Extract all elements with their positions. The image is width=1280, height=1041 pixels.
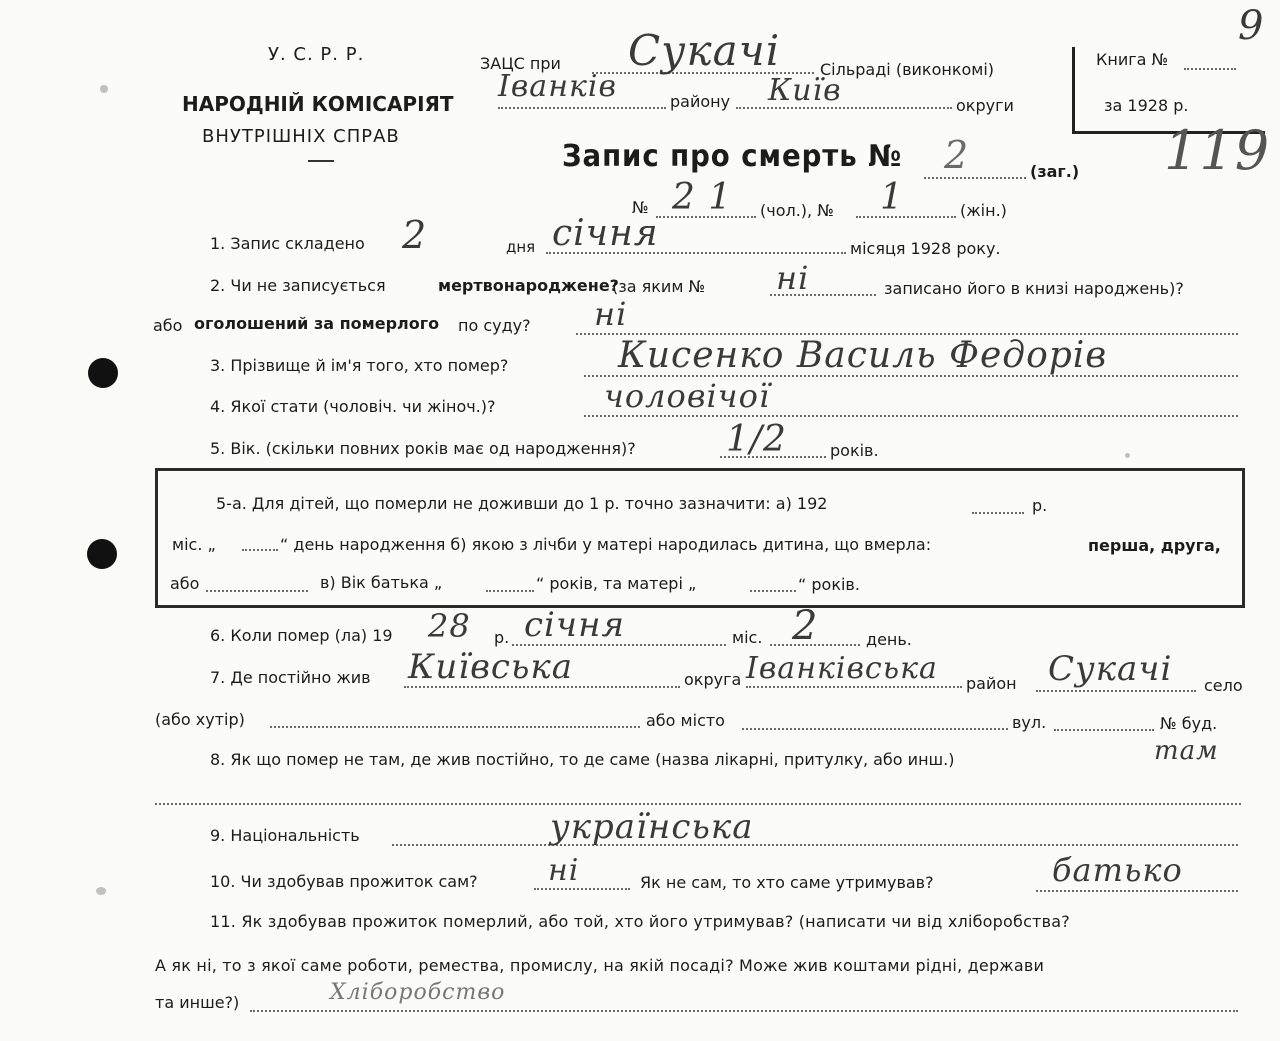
item4-dots xyxy=(584,415,1238,417)
item9-label: 9. Національність xyxy=(210,826,360,845)
item2x-or-label: або xyxy=(153,316,183,335)
item5a-mother-dots xyxy=(750,590,796,592)
occupation-handwritten: Хліборобство xyxy=(330,980,506,1005)
item5a-r-label: р. xyxy=(1032,496,1048,515)
item10-label: 10. Чи здобував прожиток сам? xyxy=(210,872,478,891)
punch-hole xyxy=(88,358,118,388)
item7x-building-label: № буд. xyxy=(1160,714,1218,733)
item5a-mother-label: “ років, та матері „ xyxy=(536,574,697,593)
died-where-handwritten: там xyxy=(1154,736,1219,766)
chol-number-handwritten: 2 1 xyxy=(672,177,733,218)
record-number-handwritten: 2 xyxy=(944,133,970,177)
record-number-dots xyxy=(924,177,1026,179)
record-day-handwritten: 2 xyxy=(402,213,428,257)
lived-raion-handwritten: Сукачі xyxy=(1048,649,1173,689)
raion-handwritten: Іванків xyxy=(498,69,617,104)
item5-years-label: років. xyxy=(830,441,879,460)
item5a-father-label: в) Вік батька „ xyxy=(320,573,443,592)
item7-label: 7. Де постійно жив xyxy=(210,668,371,687)
nationality-handwritten: українська xyxy=(550,807,754,847)
item9-dots xyxy=(392,844,1238,846)
item5a-or-dots xyxy=(206,590,308,592)
item10-self-dots xyxy=(534,888,630,890)
item6-label: 6. Коли помер (ла) 19 xyxy=(210,626,393,645)
lived-okrug-handwritten: Іванківська xyxy=(746,651,938,686)
item5-label: 5. Вік. (скільки повних років має од народження)? xyxy=(210,439,636,458)
item7x-farm-label: (або хутір) xyxy=(155,710,245,729)
item8-line-dots xyxy=(155,803,1241,805)
okrug-label: округи xyxy=(956,96,1014,115)
book-year: за 1928 р. xyxy=(1104,96,1189,115)
declared-handwritten: ні xyxy=(594,295,628,333)
item7x-city-dots xyxy=(742,728,1008,730)
death-year-handwritten: 28 xyxy=(428,607,471,645)
item5a-or-label: або xyxy=(170,574,200,593)
supporter-handwritten: батько xyxy=(1052,851,1183,889)
item8-label: 8. Як що помер не там, де жив постійно, то де саме (назва лікарні, притулку, або инш.) xyxy=(210,750,955,769)
item7-village-label: село xyxy=(1204,676,1243,695)
record-title: Запис про смерть № xyxy=(562,139,903,174)
item11-line3: та инше?) xyxy=(155,993,240,1012)
item2-book-label: записано його в книзі народжень)? xyxy=(884,279,1184,298)
punch-hole xyxy=(87,539,117,569)
book-number-handwritten: 9 xyxy=(1238,3,1265,49)
item11-dots xyxy=(250,1010,1238,1012)
item6-year-label: р. xyxy=(494,628,510,647)
item7-okrug-dots xyxy=(746,686,962,688)
item2-number-label: (за яким № xyxy=(612,277,706,296)
item11-line2: А як ні, то з якої саме роботи, ремества, промислу, на якій посаді? Може жив коштами рідні, держави xyxy=(155,956,1045,975)
item2-label: 2. Чи не записується xyxy=(210,276,386,295)
raion-label: району xyxy=(670,92,731,111)
no-label: № xyxy=(632,198,649,217)
record-month-handwritten: січня xyxy=(552,213,659,254)
department-label: ВНУТРІШНІХ СПРАВ xyxy=(202,126,400,147)
item5a-first-second: перша, друга, xyxy=(1088,536,1221,555)
item10-supporter-label: Як не сам, то хто саме утримував? xyxy=(640,873,934,892)
paper-speck xyxy=(96,887,106,895)
zhin-number-dots xyxy=(856,216,956,218)
item5a-line2: “ день народження б) якою з лічби у матері народилась дитина, що вмерла: xyxy=(280,535,932,554)
item5a-father-dots xyxy=(486,590,534,592)
item11-line1: 11. Як здобував прожиток померлий, або той, хто його утримував? (написати чи від хліборобства? xyxy=(210,912,1070,931)
selrada-label: Сільраді (виконкомі) xyxy=(820,60,995,79)
age-handwritten: 1/2 xyxy=(726,419,787,460)
zhin-number-handwritten: 1 xyxy=(880,177,904,218)
zhin-label: (жін.) xyxy=(960,201,1007,220)
item2x-declared-label: оголошений за померлого xyxy=(194,314,440,333)
item1-label: 1. Запис складено xyxy=(210,234,365,253)
item10-supporter-dots xyxy=(1036,890,1238,892)
selrada-handwritten: Сукачі xyxy=(628,26,781,75)
deceased-name-handwritten: Кисенко Василь Федорів xyxy=(618,335,1108,376)
item7-okrug-label: округа xyxy=(684,670,742,689)
item5a-month-label: міс. „ xyxy=(172,535,216,554)
item7x-farm-dots xyxy=(270,726,640,728)
paper-speck xyxy=(1125,453,1130,458)
ussr-label: У. С. Р. Р. xyxy=(268,44,365,65)
item7x-street-dots xyxy=(1054,729,1154,731)
sex-handwritten: чоловічої xyxy=(604,377,771,415)
zags-label: ЗАЦС при xyxy=(480,54,561,73)
item6-day-label: день. xyxy=(866,630,912,649)
item1-day-label: дня xyxy=(506,238,536,256)
commissariat-label: НАРОДНІЙ КОМІСАРІЯТ xyxy=(182,92,454,116)
item3-label: 3. Прізвище й ім'я того, хто помер? xyxy=(210,356,509,375)
item4-label: 4. Якої стати (чоловіч. чи жіноч.)? xyxy=(210,397,496,416)
book-label: Книга № xyxy=(1096,50,1169,69)
header-divider xyxy=(308,160,334,162)
raion-dots xyxy=(498,107,666,109)
item5a-month-dots xyxy=(242,549,278,551)
death-month-handwritten: січня xyxy=(524,605,625,645)
item5a-line1: 5-а. Для дітей, що померли не доживши до 1 р. точно зазначити: а) 192 xyxy=(216,494,828,513)
book-dots xyxy=(1184,68,1236,70)
chol-label: (чол.), № xyxy=(760,201,834,220)
item7x-city-label: або місто xyxy=(646,711,725,730)
item7x-street-label: вул. xyxy=(1012,713,1047,732)
zag-label: (заг.) xyxy=(1030,162,1080,181)
death-day-handwritten: 2 xyxy=(792,603,819,649)
item5a-years-label: “ років. xyxy=(798,575,860,594)
lived-place-handwritten: Київська xyxy=(408,647,574,687)
self-support-handwritten: ні xyxy=(548,853,580,888)
item2-stillborn-label: мертвонароджене? xyxy=(438,276,619,295)
stillborn-handwritten: ні xyxy=(776,259,810,297)
item1-month-label: місяця 1928 року. xyxy=(850,239,1001,258)
item7-raion-dots xyxy=(1036,690,1196,692)
margin-number-handwritten: 119 xyxy=(1164,119,1271,182)
item5a-year-dots xyxy=(972,512,1024,514)
item6-month-label: міс. xyxy=(732,628,763,647)
paper-speck xyxy=(100,85,108,93)
item7-raion-label: район xyxy=(966,674,1017,693)
okrug-handwritten: Київ xyxy=(768,73,842,108)
item2x-court-label: по суду? xyxy=(458,316,531,335)
